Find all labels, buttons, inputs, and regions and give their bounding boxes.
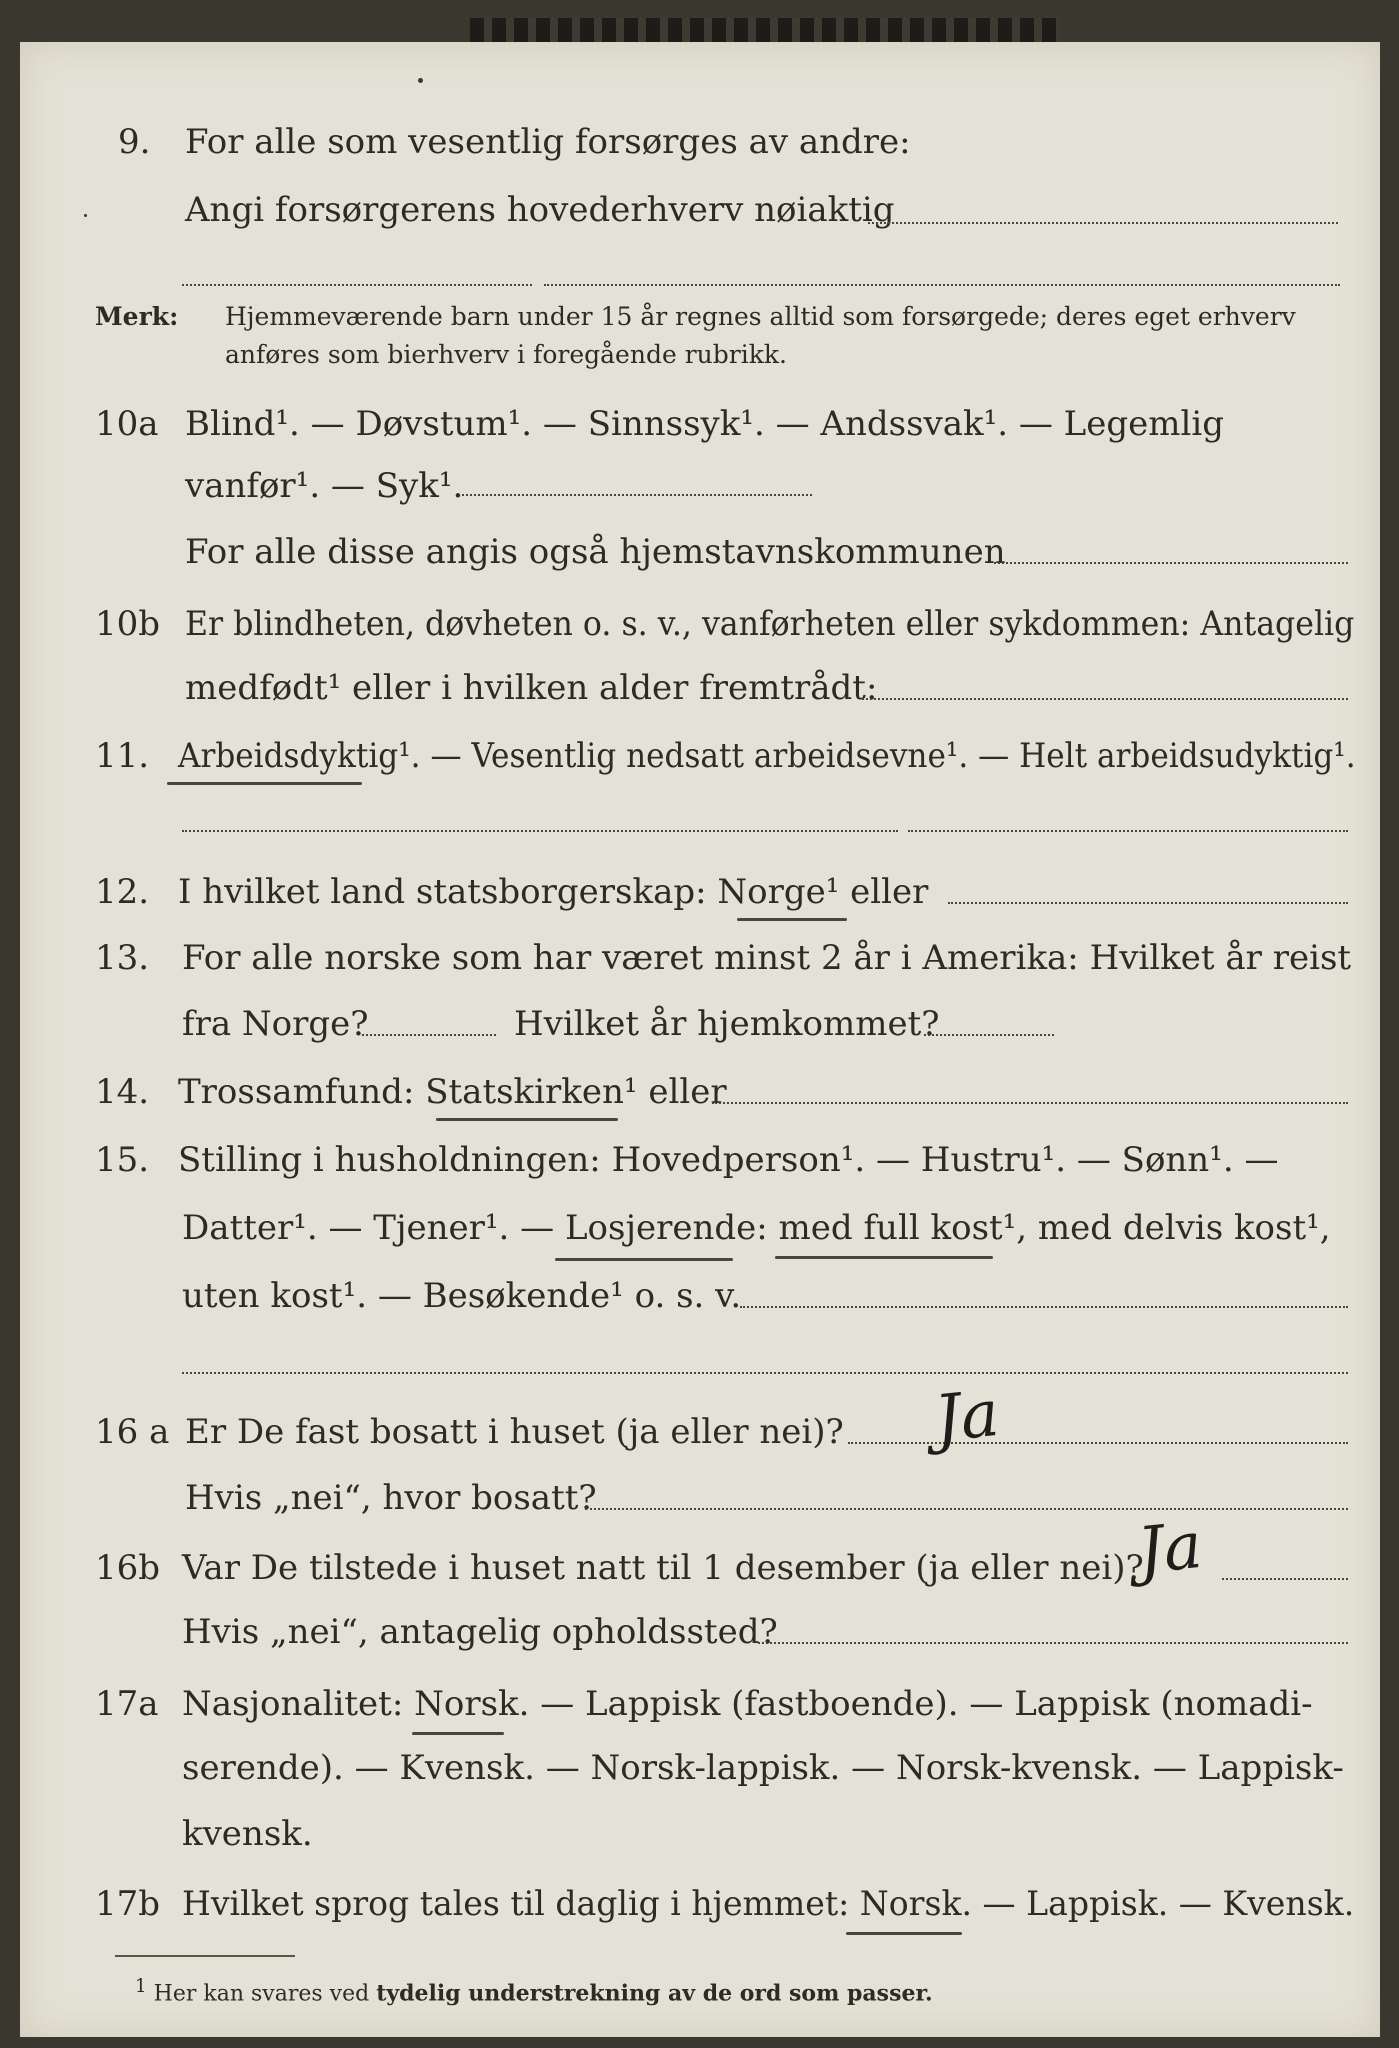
answer-line <box>462 494 812 496</box>
answer-line <box>948 902 1348 904</box>
answer-line <box>182 284 532 286</box>
underline-mark <box>412 1732 504 1735</box>
question-text: uten kost¹. — Besøkende¹ o. s. v. <box>182 1276 742 1316</box>
item-number: 11. <box>95 736 150 776</box>
footnote-mark: 1 <box>135 1976 147 1997</box>
note-text: Hjemmeværende barn under 15 år regnes alltid som forsørgede; deres eget erhverv <box>225 302 1296 331</box>
question-text: For alle disse angis også hjemstavnskommunen <box>185 532 1006 572</box>
item-number: 14. <box>95 1072 150 1112</box>
item-number: 12. <box>95 872 150 912</box>
footnote-text: Her kan svares ved <box>153 1981 377 2007</box>
answer-line <box>862 698 1348 700</box>
item-number: 16b <box>95 1548 161 1588</box>
item-number: 17b <box>95 1884 161 1924</box>
speck <box>84 214 87 217</box>
note-text: anføres som bierhverv i foregående rubrikk. <box>225 340 787 369</box>
answer-line <box>1222 1578 1348 1580</box>
underline-mark <box>436 1118 618 1121</box>
answer-line <box>994 562 1348 564</box>
question-text: Var De tilstede i huset natt til 1 desember (ja eller nei)? <box>182 1548 1144 1588</box>
answer-line <box>758 1642 1348 1644</box>
question-text: Datter¹. — Tjener¹. — Losjerende: med full kost¹, med delvis kost¹, <box>182 1208 1331 1248</box>
answer-line <box>182 1372 1348 1374</box>
note-label: Merk: <box>95 302 179 331</box>
question-text: Stilling i husholdningen: Hovedperson¹. — Hustru¹. — Sønn¹. — <box>178 1140 1279 1180</box>
answer-line <box>924 1034 1054 1036</box>
question-text: Er De fast bosatt i huset (ja eller nei)? <box>185 1412 844 1452</box>
answer-line <box>182 830 898 832</box>
answer-line <box>544 284 1340 286</box>
question-text: Hvilket år hjemkommet? <box>514 1004 940 1044</box>
question-text: Hvis „nei“, antagelig opholdssted? <box>182 1612 778 1652</box>
item-number: 10b <box>95 604 161 644</box>
item-number: 17a <box>95 1684 159 1724</box>
answer-line <box>362 1034 496 1036</box>
underline-mark <box>167 782 362 785</box>
question-text: vanfør¹. — Syk¹. <box>185 466 464 506</box>
item-number: 15. <box>95 1140 150 1180</box>
item-number: 16 a <box>95 1412 170 1452</box>
underline-mark <box>775 1256 993 1259</box>
answer-line <box>868 222 1338 224</box>
question-text: serende). — Kvensk. — Norsk-lappisk. — Norsk-kvensk. — Lappisk- <box>182 1748 1344 1788</box>
question-text: Hvis „nei“, hvor bosatt? <box>185 1478 597 1518</box>
question-text: I hvilket land statsborgerskap: Norge¹ eller <box>178 872 929 912</box>
footnote <box>135 1976 933 2006</box>
question-text: Trossamfund: Statskirken¹ eller <box>178 1072 727 1112</box>
underline-mark <box>737 918 847 921</box>
item-number: 13. <box>95 938 150 978</box>
answer-line <box>908 830 1348 832</box>
question-text: Er blindheten, døvheten o. s. v., vanførheten eller sykdommen: Antagelig <box>185 604 1355 644</box>
handwritten-answer: Ja <box>931 1376 1003 1458</box>
question-text: Arbeidsdyktig¹. — Vesentlig nedsatt arbeidsevne¹. — Helt arbeidsudyktig¹. <box>178 736 1356 776</box>
footnote-text-bold: tydelig understrekning av de ord som passer. <box>376 1980 933 2007</box>
answer-line <box>712 1102 1348 1104</box>
underline-mark <box>846 1932 962 1935</box>
item-number: 10a <box>95 404 159 444</box>
speck <box>418 78 423 83</box>
question-text: Nasjonalitet: Norsk. — Lappisk (fastboende). — Lappisk (nomadi- <box>182 1684 1313 1724</box>
question-text: Blind¹. — Døvstum¹. — Sinnssyk¹. — Andssvak¹. — Legemlig <box>185 404 1224 444</box>
question-text: Angi forsørgerens hovederhverv nøiaktig <box>185 190 895 230</box>
answer-line <box>585 1508 1348 1510</box>
answer-line <box>740 1306 1348 1308</box>
question-text: fra Norge? <box>182 1004 369 1044</box>
footnote-rule <box>115 1955 295 1957</box>
item-number: 9. <box>118 122 151 162</box>
handwritten-answer: Ja <box>1134 1508 1206 1590</box>
question-text: For alle norske som har været minst 2 år i Amerika: Hvilket år reist <box>182 938 1352 978</box>
question-text: medfødt¹ eller i hvilken alder fremtrådt: <box>185 668 878 708</box>
question-text: For alle som vesentlig forsørges av andre: <box>185 122 911 162</box>
underline-mark <box>555 1258 733 1261</box>
question-text: Hvilket sprog tales til daglig i hjemmet: Norsk. — Lappisk. — Kvensk. <box>182 1884 1355 1924</box>
answer-line <box>848 1442 1348 1444</box>
question-text: kvensk. <box>182 1814 313 1854</box>
